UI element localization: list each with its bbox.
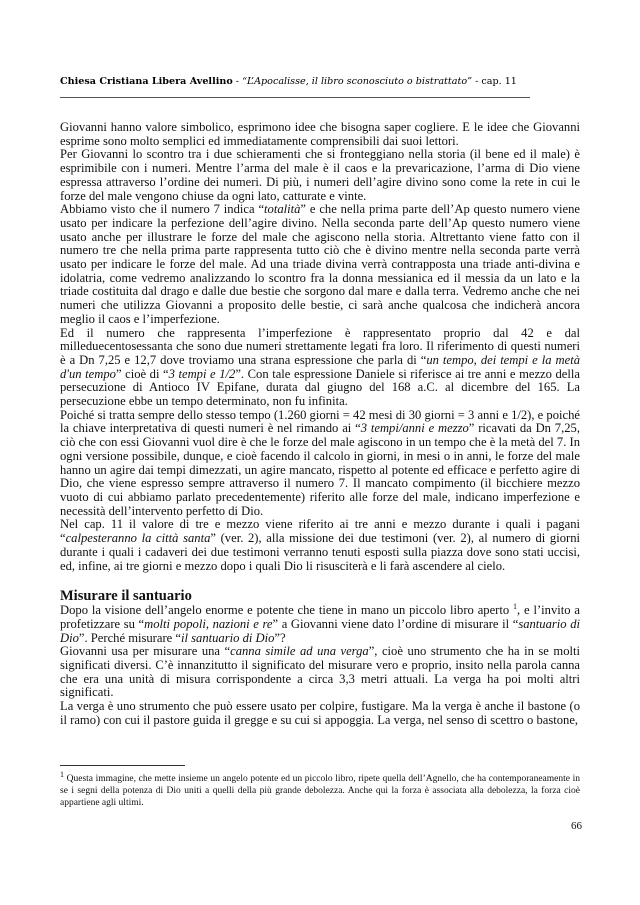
- header-sep: -: [232, 76, 243, 87]
- header-org: Chiesa Cristiana Libera Avellino: [60, 76, 233, 87]
- quote-italic: il santuario di Dio: [181, 630, 275, 645]
- text-run: ” (ver. 2), alla missione dei due testimoni (ver. 2), al numero di giorni durante i quali i cadaveri dei due testimoni verranno tenuti esposti sulla piazza dove sono stati uccisi, ed, infine, ai tre giorni e mezzo dopo i quali Dio li risusciterà e li farà ascendere al cielo.: [60, 531, 581, 573]
- quote-italic: molti popoli, nazioni e re: [144, 616, 273, 631]
- paragraph: [60, 203, 580, 326]
- text-run: Ed il numero che rappresenta l’imperfezione è rappresentato proprio dal 42 e dal milleduecentosessanta che sono due numeri strettamente legati fra loro. Il riferimento di questi numeri è a Dn 7,25 e 12,7 dove troviamo una strana espressione che parla di “: [60, 325, 580, 367]
- paragraph: [60, 518, 580, 573]
- footnote-text: Questa immagine, che mette insieme un angelo potente ed un piccolo libro, ripete quella dell’Agnello, che ha contemporaneamente in se i segni della potenza di Dio uniti a quelli della più grande debolezza. Anche qui la forza è associata alla debolezza, la forza cioè appartiene agli ultimi.: [60, 774, 580, 808]
- text-run: ” cioè di “: [115, 366, 169, 381]
- footnote-number: 1: [60, 769, 64, 779]
- footnote-rule: [60, 765, 185, 766]
- quote-italic: 3 tempi e 1/2: [168, 366, 236, 381]
- paragraph: [60, 409, 580, 519]
- main-text: [60, 121, 580, 728]
- emphasis: totalità: [264, 202, 301, 217]
- paragraph: Giovanni hanno valore simbolico, esprimono idee che bisogna saper cogliere. E le idee che Giovanni esprime sono molto semplici ed immediatamente comprensibili dai suoi lettori.: [60, 120, 580, 148]
- text-run: ”?: [274, 630, 286, 645]
- text-run: , e l’invito a profetizzare su “: [60, 603, 580, 631]
- quote-italic: 3 tempi/anni e mezzo: [360, 421, 469, 436]
- paragraph: La verga è uno strumento che può essere usato per colpire, fustigare. Ma la verga è anche il bastone (o il ramo) con cui il pastore guida il gregge e su cui si appoggia. La verga, nel senso di scettro o bastone,: [60, 699, 580, 727]
- quote-italic: un tempo, dei tempi e la metà d'un tempo: [60, 352, 580, 381]
- text-run: ”. Con tale espressione Daniele si riferisce ai tre anni e mezzo della persecuzione di Antioco IV Epifane, durata dal giugno del 168 a.C. al dicembre del 165. La persecuzione ebbe un tempo determinato, non fu infinita.: [60, 366, 580, 409]
- text-run: ” ricavati da Dn 7,25, ciò che con essi Giovanni vuol dire è che le forze del male agiscono in un tempo che è la metà del 7. In ogni versione possibile, dunque, e cioè facendo il calcolo in giorni, in mesi o in anni, le forze del male hanno un agire dai tempi dimezzati, un agire mancato, rispetto al potente ed efficace e perfetto agire di Dio, che viene espresso sempre attraverso il numero 7. Il mancato compimento (il bicchiere mezzo vuoto di cui abbiamo parlato precedentemente) riferito alle forze del male, indicano imperfezione e necessità dell’intervento perfetto di Dio.: [60, 421, 580, 518]
- text-run: ” a Giovanni viene dato l’ordine di misurare il “: [272, 616, 519, 631]
- quote-italic: calpesteranno la città santa: [65, 531, 211, 546]
- paragraph: [60, 604, 580, 645]
- paragraph: Per Giovanni lo scontro tra i due schieramenti che si fronteggiano nella storia (il bene ed il male) è esprimibile con i numeri. Mentre l’arma del male è il caos e la prevaricazione, l’arma di Dio viene espressa attraverso l’ordine dei numeri. Di più, i numeri dell’agire divino sono come la rete in cui le forze del male vengono chiuse da ogni lato, catturate e vinte.: [60, 147, 580, 203]
- header-title: “L’Apocalisse, il libro sconosciuto o bistrattato”: [242, 76, 473, 87]
- running-header: [60, 76, 580, 88]
- text-run: Dopo la visione dell’angelo enorme e potente che tiene in mano un piccolo libro aperto: [60, 603, 514, 618]
- header-rule: [60, 97, 530, 98]
- text-run: Giovanni usa per misurare una “: [60, 644, 231, 659]
- paragraph: [60, 645, 580, 700]
- text-run: Nel cap. 11 il valore di tre e mezzo viene riferito ai tre anni e mezzo durante i quali i pagani “: [60, 517, 580, 546]
- footnote-ref[interactable]: 1: [513, 602, 518, 612]
- text-run: ”. Perché misurare “: [78, 630, 181, 645]
- text-run: Abbiamo visto che il numero 7 indica “: [60, 202, 265, 217]
- header-chapter: - cap. 11: [472, 76, 517, 87]
- quote-italic: canna simile ad una verga: [230, 644, 369, 659]
- quote-italic: santuario di Dio: [60, 616, 581, 645]
- text-run: ” e che nella prima parte dell’Ap questo numero viene usato per indicare la perfezione dell’agire divino. Nella seconda parte dell’Ap questo numero viene usato anche per illustrare le forze del male che agiscono nella storia. Altrettanto viene fatto con il numero tre che nella prima parte rappresenta tutto ciò che è divino mentre nella seconda parte verrà usato per indicare le forze del male. Ad una triade divina verrà contrapposta una triade anti-divina e idolatria, come vedremo analizzando lo scontro fra la donna messianica ed il messia da un lato e la triade costituita dal drago e dalle due bestie che sorgono dal mare e dalla terra. Vedremo anche che nei numeri che utilizza Giovanni a proposito delle bestie, ci sarà anche qualcosa che indicherà ancora meglio il caos e l’imperfezione.: [60, 202, 580, 326]
- text-run: ”, cioè uno strumento che ha in se molti significati diversi. C’è innanzitutto il significato del misurare vero e proprio, insito nella parola canna che era una unità di misura corrispondente a circa 3,3 metri attuali. La verga ha poi molti altri significati.: [60, 644, 580, 700]
- paragraph: [60, 327, 580, 409]
- text-run: Poiché si tratta sempre dello stesso tempo (1.260 giorni = 42 mesi di 30 giorni = 3 anni e 1/2), e poiché la chiave interpretativa di questi numeri è nel rimando ai “: [60, 407, 580, 436]
- section-heading: Misurare il santuario: [60, 588, 192, 605]
- footnote: [60, 769, 580, 809]
- page-number: 66: [571, 820, 582, 832]
